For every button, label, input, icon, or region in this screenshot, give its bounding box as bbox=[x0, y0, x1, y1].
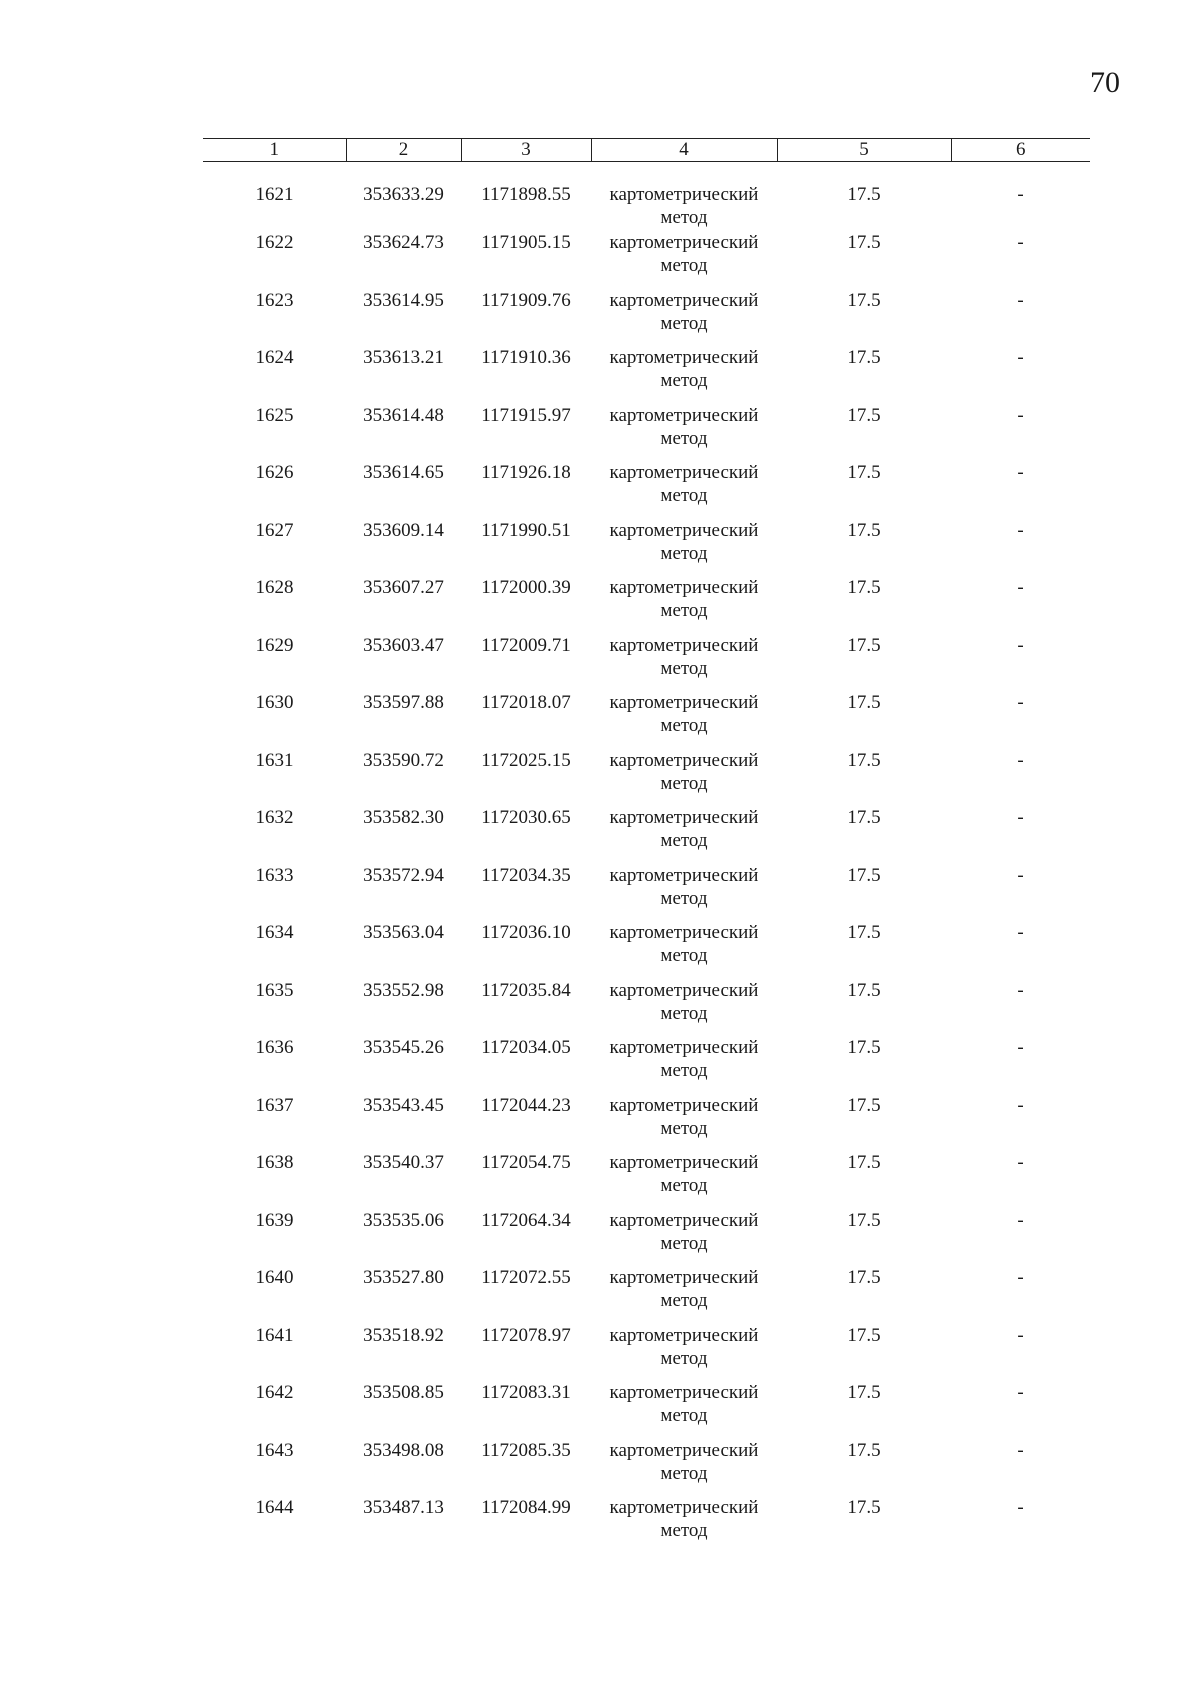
method-cell bbox=[591, 402, 777, 460]
point-number-cell: 1626 bbox=[255, 462, 294, 483]
point-number-cell: 1644 bbox=[255, 1497, 294, 1518]
method-line-2: метод bbox=[660, 255, 708, 276]
y-coordinate-cell: 1171915.97 bbox=[481, 404, 571, 426]
y-coordinate-cell: 1172034.05 bbox=[481, 1037, 571, 1058]
table-row bbox=[203, 1092, 1090, 1150]
table-row bbox=[203, 689, 1090, 747]
note-cell: - bbox=[1017, 1382, 1024, 1403]
point-number-cell: 1623 bbox=[255, 289, 294, 311]
value-cell: 17.5 bbox=[847, 519, 881, 541]
column-header-1: 1 bbox=[203, 139, 346, 162]
note-cell: - bbox=[1017, 184, 1024, 205]
x-coordinate-cell: 353603.47 bbox=[363, 634, 444, 656]
table-row bbox=[203, 1034, 1090, 1092]
y-coordinate-cell: 1172025.15 bbox=[481, 749, 571, 771]
point-number-cell: 1624 bbox=[255, 347, 294, 368]
y-coordinate-cell: 1172034.35 bbox=[481, 864, 571, 886]
column-header-5: 5 bbox=[777, 139, 951, 162]
y-coordinate-cell: 1171898.55 bbox=[481, 184, 571, 205]
method-line-1: картометрический bbox=[609, 979, 759, 1001]
method-cell bbox=[591, 344, 777, 402]
value-cell: 17.5 bbox=[847, 577, 881, 598]
method-line-1: картометрический bbox=[609, 1439, 759, 1461]
x-coordinate-cell: 353614.48 bbox=[363, 404, 444, 426]
table-row bbox=[203, 517, 1090, 575]
y-coordinate-cell: 1172054.75 bbox=[481, 1152, 571, 1173]
method-cell bbox=[591, 287, 777, 345]
note-cell: - bbox=[1017, 1439, 1024, 1461]
column-header-4: 4 bbox=[591, 139, 777, 162]
method-cell bbox=[591, 517, 777, 575]
method-cell bbox=[591, 1379, 777, 1437]
value-cell: 17.5 bbox=[847, 807, 881, 828]
value-cell: 17.5 bbox=[847, 979, 881, 1001]
method-line-1: картометрический bbox=[609, 1267, 759, 1288]
note-cell: - bbox=[1017, 404, 1024, 426]
table-row bbox=[203, 162, 1090, 230]
value-cell: 17.5 bbox=[847, 1152, 881, 1173]
x-coordinate-cell: 353518.92 bbox=[363, 1324, 444, 1346]
y-coordinate-cell: 1172018.07 bbox=[481, 692, 571, 713]
page-number: 70 bbox=[1090, 66, 1120, 99]
table-row bbox=[203, 747, 1090, 805]
point-number-cell: 1634 bbox=[255, 922, 294, 943]
note-cell: - bbox=[1017, 1267, 1024, 1288]
method-line-2: метод bbox=[660, 830, 708, 851]
table-row bbox=[203, 459, 1090, 517]
point-number-cell: 1643 bbox=[255, 1439, 294, 1461]
method-line-1: картометрический bbox=[609, 1152, 759, 1173]
table-row bbox=[203, 1264, 1090, 1322]
value-cell: 17.5 bbox=[847, 1324, 881, 1346]
table-row bbox=[203, 574, 1090, 632]
x-coordinate-cell: 353498.08 bbox=[363, 1439, 444, 1461]
method-line-2: метод bbox=[660, 1060, 708, 1081]
note-cell: - bbox=[1017, 807, 1024, 828]
x-coordinate-cell: 353614.95 bbox=[363, 289, 444, 311]
x-coordinate-cell: 353543.45 bbox=[363, 1094, 444, 1116]
y-coordinate-cell: 1172064.34 bbox=[481, 1209, 571, 1231]
method-line-2: метод bbox=[660, 945, 708, 966]
value-cell: 17.5 bbox=[847, 1497, 881, 1518]
column-header-3: 3 bbox=[461, 139, 591, 162]
point-number-cell: 1630 bbox=[255, 692, 294, 713]
x-coordinate-cell: 353609.14 bbox=[363, 519, 444, 541]
method-cell bbox=[591, 1207, 777, 1265]
y-coordinate-cell: 1172084.99 bbox=[481, 1497, 571, 1518]
y-coordinate-cell: 1172030.65 bbox=[481, 807, 571, 828]
coordinates-table bbox=[203, 138, 1090, 1552]
point-number-cell: 1632 bbox=[255, 807, 294, 828]
method-cell bbox=[591, 1092, 777, 1150]
note-cell: - bbox=[1017, 1037, 1024, 1058]
table-row bbox=[203, 229, 1090, 287]
method-cell bbox=[591, 1264, 777, 1322]
method-line-1: картометрический bbox=[609, 1324, 759, 1346]
y-coordinate-cell: 1172072.55 bbox=[481, 1267, 571, 1288]
method-cell bbox=[591, 1437, 777, 1495]
y-coordinate-cell: 1172078.97 bbox=[481, 1324, 571, 1346]
header-row bbox=[203, 139, 1090, 162]
point-number-cell: 1629 bbox=[255, 634, 294, 656]
x-coordinate-cell: 353624.73 bbox=[363, 232, 444, 253]
value-cell: 17.5 bbox=[847, 1382, 881, 1403]
value-cell: 17.5 bbox=[847, 289, 881, 311]
value-cell: 17.5 bbox=[847, 1094, 881, 1116]
method-line-1: картометрический bbox=[609, 519, 759, 541]
note-cell: - bbox=[1017, 519, 1024, 541]
point-number-cell: 1633 bbox=[255, 864, 294, 886]
y-coordinate-cell: 1171905.15 bbox=[481, 232, 571, 253]
x-coordinate-cell: 353535.06 bbox=[363, 1209, 444, 1231]
note-cell: - bbox=[1017, 232, 1024, 253]
method-line-2: метод bbox=[660, 1462, 708, 1484]
method-line-1: картометрический bbox=[609, 1382, 759, 1403]
x-coordinate-cell: 353508.85 bbox=[363, 1382, 444, 1403]
note-cell: - bbox=[1017, 979, 1024, 1001]
y-coordinate-cell: 1172035.84 bbox=[481, 979, 571, 1001]
method-line-1: картометрический bbox=[609, 807, 759, 828]
table-row bbox=[203, 1149, 1090, 1207]
point-number-cell: 1622 bbox=[255, 232, 294, 253]
method-cell bbox=[591, 862, 777, 920]
x-coordinate-cell: 353582.30 bbox=[363, 807, 444, 828]
point-number-cell: 1641 bbox=[255, 1324, 294, 1346]
method-line-2: метод bbox=[660, 207, 708, 228]
note-cell: - bbox=[1017, 577, 1024, 598]
note-cell: - bbox=[1017, 749, 1024, 771]
x-coordinate-cell: 353613.21 bbox=[363, 347, 444, 368]
table-row bbox=[203, 919, 1090, 977]
point-number-cell: 1631 bbox=[255, 749, 294, 771]
method-line-1: картометрический bbox=[609, 749, 759, 771]
method-line-1: картометрический bbox=[609, 577, 759, 598]
note-cell: - bbox=[1017, 462, 1024, 483]
y-coordinate-cell: 1172085.35 bbox=[481, 1439, 571, 1461]
point-number-cell: 1639 bbox=[255, 1209, 294, 1231]
y-coordinate-cell: 1172044.23 bbox=[481, 1094, 571, 1116]
y-coordinate-cell: 1171909.76 bbox=[481, 289, 571, 311]
point-number-cell: 1638 bbox=[255, 1152, 294, 1173]
x-coordinate-cell: 353633.29 bbox=[363, 184, 444, 205]
value-cell: 17.5 bbox=[847, 749, 881, 771]
x-coordinate-cell: 353540.37 bbox=[363, 1152, 444, 1173]
column-header-2: 2 bbox=[346, 139, 461, 162]
method-line-2: метод bbox=[660, 1117, 708, 1139]
method-cell bbox=[591, 1322, 777, 1380]
method-line-2: метод bbox=[660, 1002, 708, 1024]
value-cell: 17.5 bbox=[847, 1209, 881, 1231]
method-line-2: метод bbox=[660, 657, 708, 679]
table-row bbox=[203, 977, 1090, 1035]
x-coordinate-cell: 353614.65 bbox=[363, 462, 444, 483]
method-line-2: метод bbox=[660, 772, 708, 794]
note-cell: - bbox=[1017, 1094, 1024, 1116]
value-cell: 17.5 bbox=[847, 347, 881, 368]
method-cell bbox=[591, 632, 777, 690]
value-cell: 17.5 bbox=[847, 1439, 881, 1461]
method-cell bbox=[591, 747, 777, 805]
method-line-1: картометрический bbox=[609, 347, 759, 368]
table-row bbox=[203, 862, 1090, 920]
x-coordinate-cell: 353590.72 bbox=[363, 749, 444, 771]
method-line-2: метод bbox=[660, 715, 708, 736]
method-cell bbox=[591, 229, 777, 287]
method-line-1: картометрический bbox=[609, 864, 759, 886]
method-line-1: картометрический bbox=[609, 692, 759, 713]
y-coordinate-cell: 1172036.10 bbox=[481, 922, 571, 943]
y-coordinate-cell: 1171926.18 bbox=[481, 462, 571, 483]
method-line-2: метод bbox=[660, 312, 708, 334]
point-number-cell: 1628 bbox=[255, 577, 294, 598]
note-cell: - bbox=[1017, 289, 1024, 311]
note-cell: - bbox=[1017, 347, 1024, 368]
point-number-cell: 1636 bbox=[255, 1037, 294, 1058]
method-line-2: метод bbox=[660, 1405, 708, 1426]
table-row bbox=[203, 344, 1090, 402]
value-cell: 17.5 bbox=[847, 922, 881, 943]
point-number-cell: 1627 bbox=[255, 519, 294, 541]
method-cell bbox=[591, 804, 777, 862]
method-line-2: метод bbox=[660, 370, 708, 391]
note-cell: - bbox=[1017, 1324, 1024, 1346]
note-cell: - bbox=[1017, 922, 1024, 943]
value-cell: 17.5 bbox=[847, 184, 881, 205]
method-line-2: метод bbox=[660, 600, 708, 621]
method-line-1: картометрический bbox=[609, 1094, 759, 1116]
method-line-1: картометрический bbox=[609, 922, 759, 943]
value-cell: 17.5 bbox=[847, 1267, 881, 1288]
table-row bbox=[203, 287, 1090, 345]
method-line-1: картометрический bbox=[609, 1209, 759, 1231]
note-cell: - bbox=[1017, 692, 1024, 713]
note-cell: - bbox=[1017, 634, 1024, 656]
method-line-2: метод bbox=[660, 1290, 708, 1311]
x-coordinate-cell: 353597.88 bbox=[363, 692, 444, 713]
x-coordinate-cell: 353552.98 bbox=[363, 979, 444, 1001]
x-coordinate-cell: 353545.26 bbox=[363, 1037, 444, 1058]
method-line-1: картометрический bbox=[609, 1037, 759, 1058]
method-line-2: метод bbox=[660, 1347, 708, 1369]
note-cell: - bbox=[1017, 1209, 1024, 1231]
method-cell bbox=[591, 1034, 777, 1092]
point-number-cell: 1637 bbox=[255, 1094, 294, 1116]
method-line-2: метод bbox=[660, 427, 708, 449]
method-cell bbox=[591, 1149, 777, 1207]
x-coordinate-cell: 353527.80 bbox=[363, 1267, 444, 1288]
method-line-2: метод bbox=[660, 887, 708, 909]
value-cell: 17.5 bbox=[847, 692, 881, 713]
value-cell: 17.5 bbox=[847, 232, 881, 253]
method-line-1: картометрический bbox=[609, 462, 759, 483]
point-number-cell: 1642 bbox=[255, 1382, 294, 1403]
x-coordinate-cell: 353572.94 bbox=[363, 864, 444, 886]
point-number-cell: 1621 bbox=[255, 184, 294, 205]
table-row bbox=[203, 1379, 1090, 1437]
value-cell: 17.5 bbox=[847, 864, 881, 886]
x-coordinate-cell: 353607.27 bbox=[363, 577, 444, 598]
value-cell: 17.5 bbox=[847, 462, 881, 483]
method-cell bbox=[591, 574, 777, 632]
table-row bbox=[203, 1322, 1090, 1380]
point-number-cell: 1635 bbox=[255, 979, 294, 1001]
method-line-1: картометрический bbox=[609, 184, 759, 205]
note-cell: - bbox=[1017, 864, 1024, 886]
y-coordinate-cell: 1171990.51 bbox=[481, 519, 571, 541]
y-coordinate-cell: 1172009.71 bbox=[481, 634, 571, 656]
x-coordinate-cell: 353563.04 bbox=[363, 922, 444, 943]
table-row bbox=[203, 632, 1090, 690]
method-line-1: картометрический bbox=[609, 634, 759, 656]
method-line-2: метод bbox=[660, 1232, 708, 1254]
method-line-2: метод bbox=[660, 1175, 708, 1196]
table-row bbox=[203, 402, 1090, 460]
method-line-2: метод bbox=[660, 485, 708, 506]
method-line-1: картометрический bbox=[609, 232, 759, 253]
method-cell bbox=[591, 162, 777, 230]
method-line-2: метод bbox=[660, 542, 708, 564]
method-cell bbox=[591, 977, 777, 1035]
table-body bbox=[203, 162, 1090, 1552]
table-row bbox=[203, 804, 1090, 862]
table-header bbox=[203, 139, 1090, 162]
note-cell: - bbox=[1017, 1152, 1024, 1173]
value-cell: 17.5 bbox=[847, 634, 881, 656]
table-row bbox=[203, 1207, 1090, 1265]
method-cell bbox=[591, 689, 777, 747]
method-line-2: метод bbox=[660, 1520, 708, 1541]
column-header-6: 6 bbox=[951, 139, 1090, 162]
method-line-1: картометрический bbox=[609, 1497, 759, 1518]
table-row bbox=[203, 1494, 1090, 1552]
y-coordinate-cell: 1172000.39 bbox=[481, 577, 571, 598]
y-coordinate-cell: 1171910.36 bbox=[481, 347, 571, 368]
method-line-1: картометрический bbox=[609, 404, 759, 426]
value-cell: 17.5 bbox=[847, 1037, 881, 1058]
point-number-cell: 1625 bbox=[255, 404, 294, 426]
point-number-cell: 1640 bbox=[255, 1267, 294, 1288]
method-cell bbox=[591, 919, 777, 977]
y-coordinate-cell: 1172083.31 bbox=[481, 1382, 571, 1403]
table-row bbox=[203, 1437, 1090, 1495]
method-cell bbox=[591, 459, 777, 517]
x-coordinate-cell: 353487.13 bbox=[363, 1497, 444, 1518]
value-cell: 17.5 bbox=[847, 404, 881, 426]
note-cell: - bbox=[1017, 1497, 1024, 1518]
method-cell bbox=[591, 1494, 777, 1552]
method-line-1: картометрический bbox=[609, 289, 759, 311]
